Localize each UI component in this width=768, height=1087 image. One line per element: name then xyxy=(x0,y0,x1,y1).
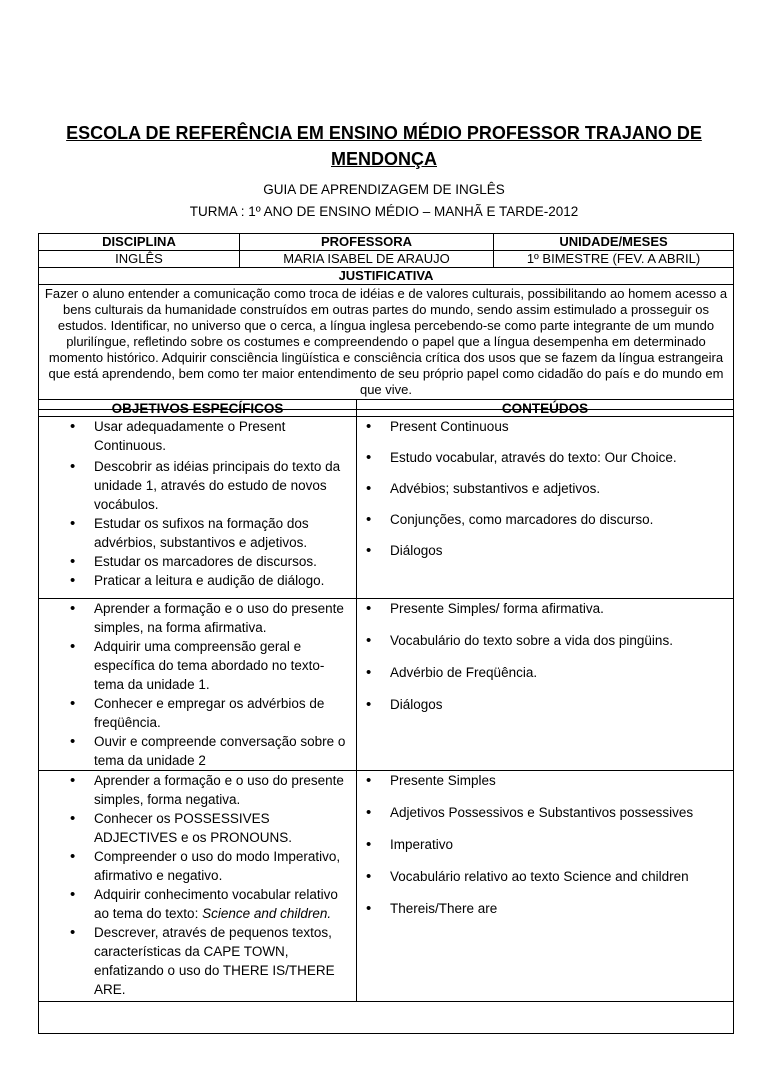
contents-cell xyxy=(357,771,734,1002)
objectives-header: OBJETIVOS ESPECÍFICOS xyxy=(39,400,357,417)
list-item: • Conjunções, como marcadores do discurso. xyxy=(357,510,733,529)
list-item: • Estudar os marcadores de discursos. xyxy=(39,552,356,571)
objectives-cell xyxy=(39,417,357,599)
contents-cell xyxy=(357,599,734,771)
list-item: • Aprender a formação e o uso do presente simples, forma negativa. xyxy=(39,771,356,809)
info-table xyxy=(38,233,734,410)
teacher-header: PROFESSORA xyxy=(240,234,494,251)
list-item: • Estudo vocabular, através do texto: Our Choice. xyxy=(357,448,733,467)
list-item: • Present Continuous xyxy=(357,417,733,436)
list-item: • Diálogos xyxy=(357,541,733,560)
guide-title: GUIA DE APRENDIZAGEM DE INGLÊS xyxy=(263,182,505,197)
list-item: • Imperativo xyxy=(357,835,733,854)
list-item: • Advébios; substantivos e adjetivos. xyxy=(357,479,733,498)
list-item: • Presente Simples xyxy=(357,771,733,790)
table-row xyxy=(39,771,734,1002)
list-item: • Advérbio de Freqüência. xyxy=(357,663,733,682)
table-row xyxy=(39,1002,734,1034)
class-line: TURMA : 1º ANO DE ENSINO MÉDIO – MANHÃ E TARDE-2012 xyxy=(189,204,579,219)
teacher-value: MARIA ISABEL DE ARAUJO xyxy=(240,251,494,268)
list-item: • Praticar a leitura e audição de diálogo. xyxy=(39,571,356,590)
unit-header: UNIDADE/MESES xyxy=(494,234,734,251)
discipline-value: INGLÊS xyxy=(39,251,240,268)
list-item: • Vocabulário relativo ao texto Science and children xyxy=(357,867,733,886)
info-value-row xyxy=(39,251,734,268)
list-item: • Descobrir as idéias principais do texto da unidade 1, através do estudo de novos vocábulos. xyxy=(39,457,356,514)
contents-header: CONTEÚDOS xyxy=(357,400,734,417)
list-item: • Conhecer e empregar os advérbios de freqüência. xyxy=(39,694,356,732)
empty-cell xyxy=(39,1002,734,1034)
list-item: • Usar adequadamente o Present Continuous. xyxy=(39,417,356,455)
school-title: ESCOLA DE REFERÊNCIA EM ENSINO MÉDIO PROFESSOR TRAJANO DE MENDONÇA xyxy=(66,123,702,169)
list-item: • Ouvir e compreende conversação sobre o tema da unidade 2 xyxy=(39,732,356,770)
discipline-header: DISCIPLINA xyxy=(39,234,240,251)
list-item: • Adquirir uma compreensão geral e específica do tema abordado no texto-tema da unidade 1. xyxy=(39,637,356,694)
list-item: • Adjetivos Possessivos e Substantivos possessives xyxy=(357,803,733,822)
list-item: • Estudar os sufixos na formação dos advérbios, substantivos e adjetivos. xyxy=(39,514,356,552)
list-item: • Thereis/There are xyxy=(357,899,733,918)
objectives-table xyxy=(38,399,734,1034)
list-item xyxy=(39,885,356,923)
objective-italic-text: Science and children. xyxy=(202,906,332,921)
list-item: • Vocabulário do texto sobre a vida dos pingüins. xyxy=(357,631,733,650)
info-header-row xyxy=(39,234,734,251)
objectives-cell xyxy=(39,599,357,771)
list-item: • Presente Simples/ forma afirmativa. xyxy=(357,599,733,618)
objective-text: Adquirir conhecimento vocabular relativo ao tema do texto: xyxy=(94,887,338,921)
list-item: • Diálogos xyxy=(357,695,733,714)
list-item: • Conhecer os POSSESSIVES ADJECTIVES e os PRONOUNS. xyxy=(39,809,356,847)
list-item: • Aprender a formação e o uso do presente simples, na forma afirmativa. xyxy=(39,599,356,637)
table-row xyxy=(39,599,734,771)
contents-cell xyxy=(357,417,734,599)
list-item: • Compreender o uso do modo Imperativo, afirmativo e negativo. xyxy=(39,847,356,885)
list-item: • Descrever, através de pequenos textos, características da CAPE TOWN, enfatizando o uso do THERE IS/THERE ARE. xyxy=(39,923,356,999)
table-row xyxy=(39,417,734,599)
objectives-cell xyxy=(39,771,357,1002)
objectives-header-row xyxy=(39,400,734,417)
unit-value: 1º BIMESTRE (FEV. A ABRIL) xyxy=(494,251,734,268)
justification-label: JUSTIFICATIVA xyxy=(39,268,734,285)
justification-text: Fazer o aluno entender a comunicação como troca de idéias e de valores culturais, possibilitando ao homem acesso a bens culturais da humanidade construídos em outras partes do mundo, sendo assim estimulado a prosseguir os estudos. Identificar, no universo que o cerca, a língua inglesa percebendo-se como parte integrante de um mundo plurilíngue, refletindo sobre os costumes e compreendendo o papel que a língua desempenha em determinado momento histórico. Adquirir consciência lingüística e consciência crítica dos usos que se fazem da língua estrangeira que está aprendendo, bem como ter maior entendimento de seu próprio papel como cidadão do país e do mundo em que vive. xyxy=(39,285,734,410)
